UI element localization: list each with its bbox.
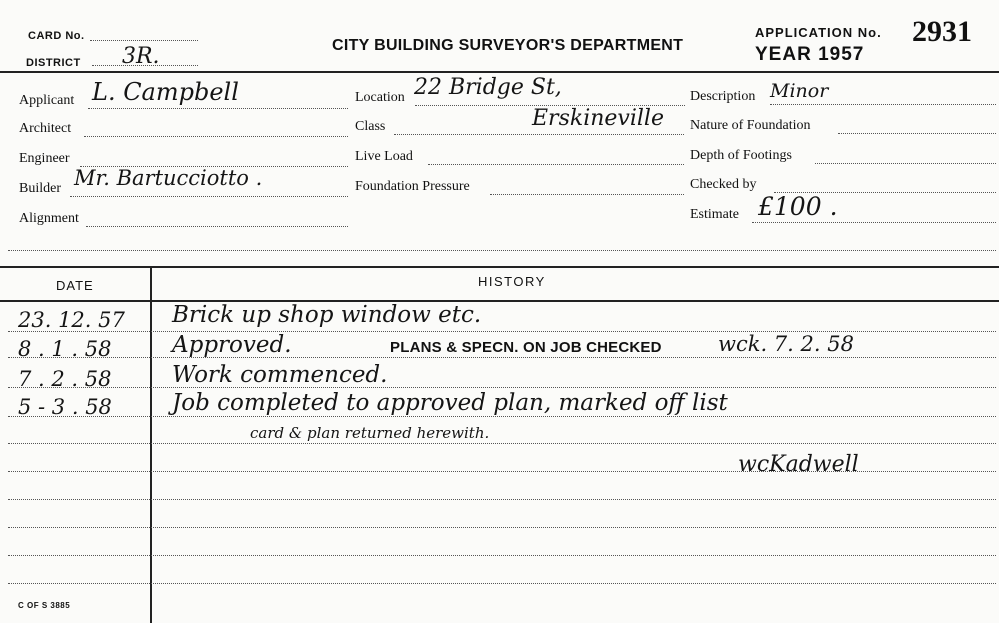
ruled-line [8, 357, 996, 358]
ruled-line [8, 527, 996, 528]
nature-label: Nature of Foundation [690, 118, 811, 133]
entry-continuation: card & plan returned herewith. [250, 424, 490, 442]
applicant-value: L. Campbell [92, 78, 239, 106]
ruled-line [8, 416, 996, 417]
builder-value: Mr. Bartucciotto . [74, 166, 263, 190]
engineer-label: Engineer [19, 151, 70, 166]
foundation-pressure-label: Foundation Pressure [355, 179, 470, 194]
location-label: Location [355, 90, 405, 105]
depth-label: Depth of Footings [690, 148, 792, 163]
checked-label: Checked by [690, 177, 757, 192]
ruled-line [8, 443, 996, 444]
alignment-line [86, 226, 348, 227]
entry-date: 23. 12. 57 [18, 308, 125, 332]
applicant-line [88, 108, 348, 109]
signature: wcKadwell [738, 452, 859, 477]
history-header-rule [0, 300, 999, 302]
ruled-line [8, 583, 996, 584]
entry-date: 5 - 3 . 58 [18, 395, 112, 419]
ruled-line [8, 387, 996, 388]
card-no-label: CARD No. [28, 30, 85, 42]
details-bottom-line [8, 250, 996, 251]
district-label: DISTRICT [26, 57, 81, 69]
location-value-2: Erskineville [532, 106, 664, 131]
location-value-1: 22 Bridge St, [414, 75, 562, 100]
ruled-line [8, 499, 996, 500]
description-line [770, 104, 996, 105]
year-label: YEAR 1957 [755, 44, 865, 65]
applicant-label: Applicant [19, 93, 75, 108]
class-label: Class [355, 119, 386, 134]
card-no-line [90, 40, 198, 41]
application-number: 2931 [912, 15, 972, 48]
architect-label: Architect [19, 121, 72, 136]
history-header: HISTORY [478, 274, 546, 289]
location-line [415, 105, 685, 106]
form-code: C OF S 3885 [18, 601, 71, 610]
date-header: DATE [56, 278, 94, 293]
foundation-pressure-line [490, 194, 684, 195]
entry-text: Work commenced. [172, 362, 388, 388]
live-load-label: Live Load [355, 149, 413, 164]
architect-line [84, 136, 348, 137]
checked-line [774, 192, 996, 193]
description-label: Description [690, 89, 756, 104]
nature-line [838, 133, 996, 134]
entry-suffix: wck. 7. 2. 58 [718, 332, 854, 356]
ruled-line [8, 555, 996, 556]
builder-label: Builder [19, 181, 61, 196]
estimate-value: £100 . [758, 192, 838, 221]
description-value: Minor [770, 80, 829, 102]
plans-checked-stamp: PLANS & SPECN. ON JOB CHECKED [390, 339, 662, 356]
department-title: CITY BUILDING SURVEYOR'S DEPARTMENT [332, 37, 684, 54]
entry-text: Approved. [172, 332, 292, 358]
date-column-divider [150, 266, 152, 623]
estimate-line [752, 222, 996, 223]
builder-line [70, 196, 348, 197]
entry-date: 7 . 2 . 58 [18, 367, 112, 391]
district-value: 3R. [122, 44, 160, 69]
engineer-line [80, 166, 348, 167]
live-load-line [428, 164, 684, 165]
application-label: APPLICATION No. [755, 25, 882, 40]
estimate-label: Estimate [690, 207, 739, 222]
header-rule [0, 71, 999, 73]
depth-line [815, 163, 996, 164]
entry-text: Brick up shop window etc. [172, 302, 482, 328]
entry-text: Job completed to approved plan, marked off list [172, 390, 728, 416]
class-line [394, 134, 684, 135]
entry-date: 8 . 1 . 58 [18, 337, 112, 361]
alignment-label: Alignment [19, 211, 79, 226]
